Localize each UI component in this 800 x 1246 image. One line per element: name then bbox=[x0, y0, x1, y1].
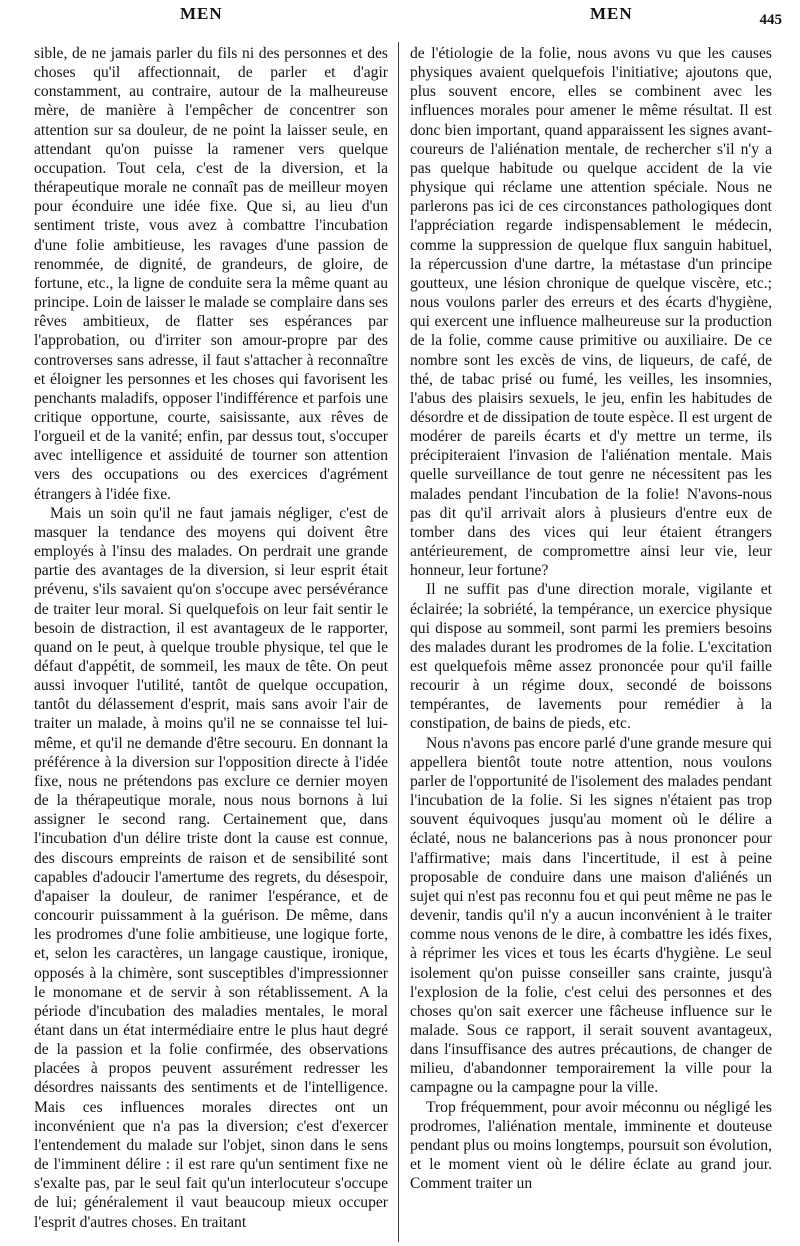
right-column bbox=[410, 44, 772, 1193]
paragraph: Nous n'avons pas encore parlé d'une grande mesure qui appellera bientôt toute notre attention, nous voulons parler de l'opportunité de l'isolement des malades pendant l'incubation de la folie. Si les signes n'étaient pas trop souvent équivoques jusqu'au moment où le délire a éclaté, nous ne balancerions pas à nous prononcer pour l'affirmative; mais dans l'incertitude, il est à peine proposable de conduire dans une maison d'aliénés un sujet qui n'est pas reconnu fou et qui peut même ne pas le devenir, tandis qu'il n'y a aucun inconvénient à le traiter comme nous venons de le dire, à combattre les idés fixes, à réprimer les vices et tous les écarts d'hygiène. Le seul isolement qu'on puisse conseiller sans crainte, jusqu'à l'explosion de la folie, c'est celui des personnes et des choses qu'on sait exercer une fâcheuse influence sur le malade. Sous ce rapport, il serait souvent avantageux, dans l'insuffisance des autres précautions, de changer de milieu, d'abandonner temporairement la ville pour la campagne ou la campagne pour la ville. bbox=[410, 734, 772, 1097]
column-divider bbox=[398, 42, 399, 1242]
paragraph: sible, de ne jamais parler du fils ni des personnes et des choses qu'il affectionnait, de parler et d'agir constamment, au contraire, autour de la malheureuse mère, de manière à l'empêcher de concentrer son attention sur sa douleur, de ne point la laisser seule, en attendant qu'on puisse la ramener vers quelque occupation. Tout cela, c'est de la diversion, et la thérapeutique morale ne connaît pas de meilleur moyen pour éconduire une idée fixe. Que si, au lieu d'un sentiment triste, vous avez à combattre l'incubation d'une folie ambitieuse, les ravages d'une passion de renommée, de dignité, de grandeurs, de gloire, de fortune, etc., la ligne de conduite sera la même quant au principe. Loin de laisser le malade se complaire dans ses rêves ambitieux, de flatter ses espérances par l'approbation, ou d'irriter son amour-propre par des controverses sans adresse, il faut s'attacher à reconnaître et éloigner les personnes et les choses qui favorisent les penchants maladifs, opposer l'indifférence et parfois une critique opportune, courte, saisissante, aux rêves de l'orgueil et de la vanité; enfin, par dessus tout, s'occuper avec intelligence et assiduité de tourner son attention vers des occupations ou des exercices d'agrément étrangers à l'idée fixe. bbox=[34, 45, 388, 503]
paragraph: Il ne suffit pas d'une direction morale, vigilante et éclairée; la sobriété, la tempérance, un exercice physique qui dispose au sommeil, sont parmi les premiers besoins des malades durant les prodromes de la folie. L'excitation est quelquefois même assez prononcée pour qu'il faille recourir à un régime doux, secondé de boissons tempérantes, de lavements pour remédier à la constipation, de bains de pieds, etc. bbox=[410, 581, 772, 733]
paragraph: de l'étiologie de la folie, nous avons vu que les causes physiques avaient quelquefois l'initiative; ajoutons que, plus souvent encore, elles se combinent avec les influences morales pour amener le même résultat. Il est donc bien important, quand apparaissent les signes avant-coureurs de l'aliénation mentale, de rechercher s'il n'y a pas quelque habitude ou quelque accident de la vie physique qui réclame une attention spéciale. Nous ne parlerons pas ici de ces circonstances pathologiques dont l'appréciation regarde indispensablement le médecin, comme la suppression de quelque flux sanguin habituel, la répercussion d'une dartre, la métastase d'un principe goutteux, une lésion chronique de quelque viscère, etc.; nous voulons parler des erreurs et des écarts d'hygiène, qui exercent une influence malheureuse sur la production de la folie, comme cause primitive ou auxiliaire. De ce nombre sont les excès de vins, de liqueurs, de café, de thé, de tabac prisé ou fumé, les veilles, les insomnies, l'abus des plaisirs sexuels, le jeu, enfin les habitudes de désordre et de dissipation de toute espèce. Il est urgent de modérer de pareils écarts et d'y mettre un terme, ils précipiteraient l'invasion de l'aliénation mentale. Mais quelle surveillance de tout genre ne nécessitent pas les malades pendant l'incubation de la folie! N'avons-nous pas dit qu'il arrivait alors à plusieurs d'entre eux de tomber dans des vices qui leur étaient étrangers antérieurement, de compromettre ainsi leur vie, leur honneur, leur fortune? bbox=[410, 45, 772, 580]
page-number: 445 bbox=[759, 12, 782, 28]
paragraph: Mais un soin qu'il ne faut jamais négliger, c'est de masquer la tendance des moyens qui doivent être employés à l'insu des malades. On perdrait une grande partie des avantages de la diversion, si leur esprit était prévenu, s'ils savaient qu'on s'occupe avec persévérance de traiter leur moral. Si quelquefois on leur fait sentir le besoin de distraction, il est avantageux de le rapporter, quand on le peut, à quelque trouble physique, tel que le défaut d'appétit, de sommeil, les maux de tête. On peut aussi invoquer l'utilité, tantôt de quelque occupation, tantôt du délassement d'esprit, mais sans avoir l'air de traiter un malade, à moins qu'il ne se connaisse tel lui-même, et qu'il ne demande d'être secouru. En donnant la préférence à la diversion sur l'opposition directe à l'idée fixe, nous ne prétendons pas exclure ce dernier moyen de la thérapeutique morale, nous nous bornons à lui assigner le second rang. Certainement que, dans l'incubation d'un délire triste dont la cause est connue, des discours empreints de raison et de sensibilité sont capables d'adoucir l'amertume des regrets, du désespoir, d'apaiser la douleur, de ranimer l'espérance, et de concourir puissamment à la guérison. De même, dans les prodromes d'une folie ambitieuse, une logique forte, et, selon les caractères, un langage caustique, ironique, opposés à la chimère, sont susceptibles d'impressionner le monomane et de servir à son rétablissement. A la période d'incubation des maladies mentales, le moral étant dans un état intermédiaire entre le plus haut degré de la passion et la folie confirmée, des observations placées à propos peuvent assurément redresser les désordres naissants des sentiments et de l'intelligence. Mais ces influences morales directes ont un inconvénient que n'a pas la diversion; c'est d'exercer l'entendement du malade sur l'objet, sinon dans le sens de l'imminent délire : il est rare qu'un sentiment fixe ne s'exalte pas, par le seul fait qu'un interlocuteur s'occupe de lui; généralement il vaut beaucoup mieux occuper l'esprit d'autres choses. En traitant bbox=[34, 504, 388, 1231]
paragraph: Trop fréquemment, pour avoir méconnu ou négligé les prodromes, l'aliénation mentale, imminente et douteuse pendant plus ou moins longtemps, poursuit son évolution, et le moment vient où le délire éclate au grand jour. Comment traiter un bbox=[410, 1098, 772, 1193]
running-head-left: MEN bbox=[180, 4, 223, 23]
running-head-right: MEN bbox=[590, 4, 633, 23]
left-column bbox=[34, 44, 388, 1232]
